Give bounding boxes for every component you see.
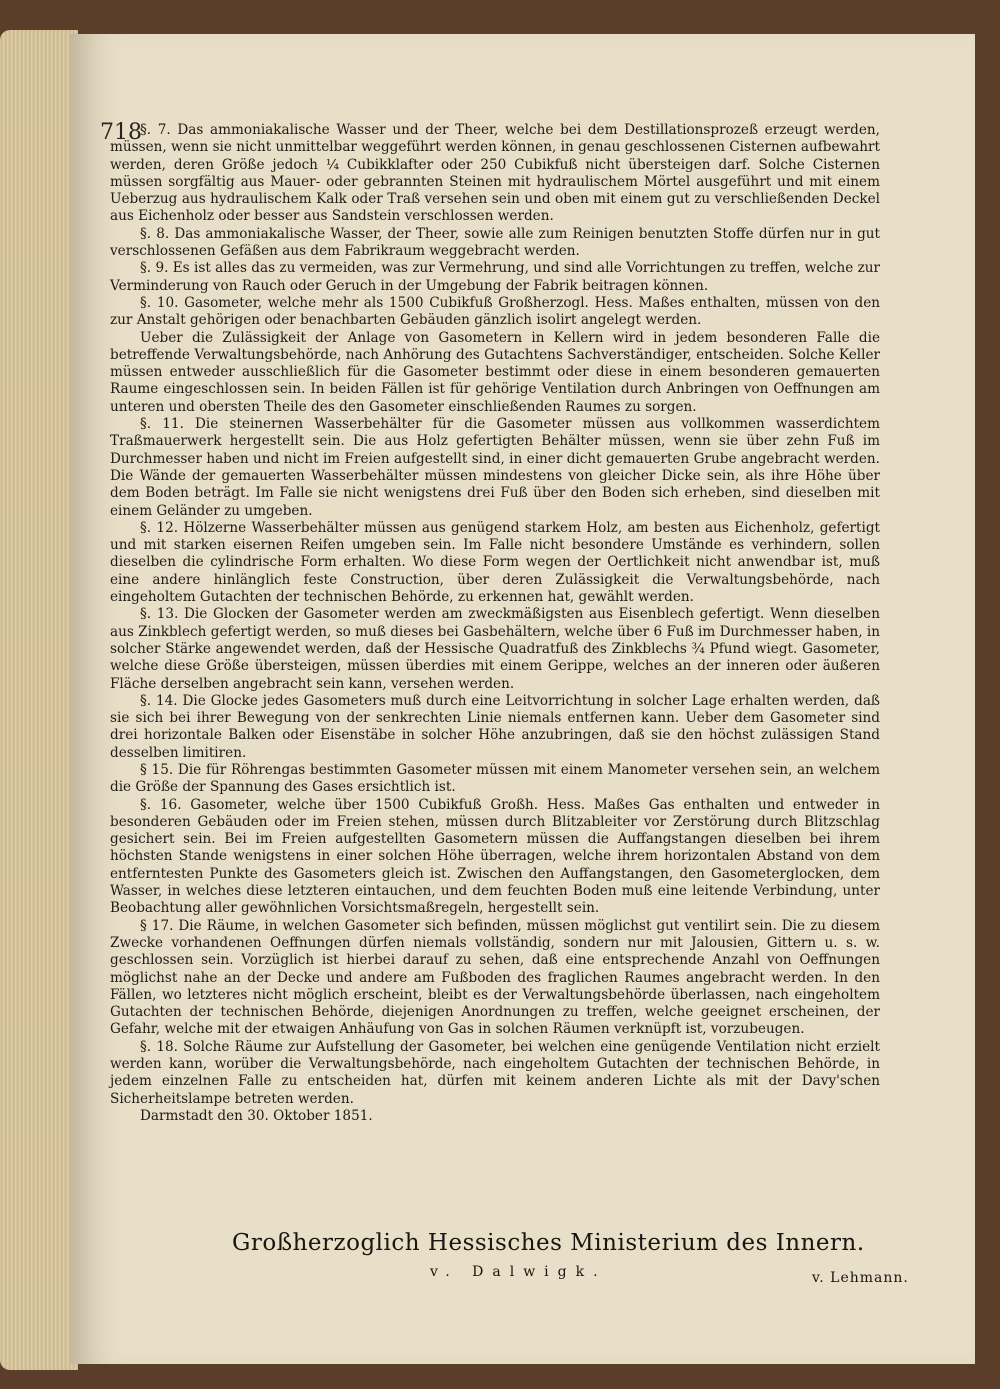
body-text <box>110 122 880 1125</box>
paragraph-15: § 15. Die für Röhrengas bestimmten Gasometer müssen mit einem Manometer versehen sein, an welchem die Größe der Spannung des Gases ersichtlich ist. <box>110 761 880 796</box>
document-page <box>70 34 975 1364</box>
paragraph-7: §. 7. Das ammoniakalische Wasser und der Theer, welche bei dem Destillationsprozeß erzeugt werden, müssen, wenn sie nicht unmittelbar weggeführt werden können, in genau geschlossenen Cisternen aufbewahrt werden, deren Größe jedoch ¼ Cubikklafter oder 250 Cubikfuß nicht übersteigen darf. Solche Cisternen müssen sorgfältig aus Mauer- oder gebrannten Steinen mit hydraulischem Mörtel ausgeführt und mit einem Ueberzug aus hydraulischem Kalk oder Traß versehen sein und oben mit einem gut zu verschließenden Deckel aus Eichenholz oder besser aus Sandstein verschlossen werden. <box>110 122 880 225</box>
paragraph-14: §. 14. Die Glocke jedes Gasometers muß durch eine Leitvorrichtung in solcher Lage erhalten werden, daß sie sich bei ihrer Bewegung von der senkrechten Linie niemals entfernen kann. Ueber dem Gasometer sind drei horizontale Balken oder Eisenstäbe in solcher Höhe anzubringen, daß sie den höchst zulässigen Stand desselben limitiren. <box>110 692 880 761</box>
paragraph-10: §. 10. Gasometer, welche mehr als 1500 Cubikfuß Großherzogl. Hess. Maßes enthalten, müssen von den zur Anstalt gehörigen oder benachbarten Gebäuden gänzlich isolirt angelegt werden. <box>110 294 880 329</box>
ministry-heading: Großherzoglich Hessisches Ministerium des Innern. <box>232 1230 865 1256</box>
paragraph-17: § 17. Die Räume, in welchen Gasometer sich befinden, müssen möglichst gut ventilirt sein. Die zu diesem Zwecke vorhandenen Oeffnungen dürfen niemals vollständig, sondern nur mit Jalousien, Gittern u. s. w. geschlossen sein. Vorzüglich ist hierbei darauf zu sehen, daß eine entsprechende Anzahl von Oeffnungen möglichst nahe an der Decke und andere am Fußboden des fraglichen Raumes angebracht werden. In den Fällen, wo letzteres nicht möglich erscheint, bleibt es der Verwaltungsbehörde überlassen, nach eingeholtem Gutachten der technischen Behörde, diejenigen Anordnungen zu treffen, welche geeignet erscheinen, der Gefahr, welche mit der etwaigen Anhäufung von Gas in solchen Räumen verknüpft ist, vorzubeugen. <box>110 917 880 1038</box>
paragraph-18: §. 18. Solche Räume zur Aufstellung der Gasometer, bei welchen eine genügende Ventilation nicht erzielt werden kann, worüber die Verwaltungsbehörde, nach eingeholtem Gutachten der technischen Behörde, in jedem einzelnen Falle zu entscheiden hat, dürfen mit keinem anderen Lichte als mit der Davy'schen Sicherheitslampe betreten werden. <box>110 1038 880 1107</box>
paragraph-10-cont: Ueber die Zulässigkeit der Anlage von Gasometern in Kellern wird in jedem besonderen Falle die betreffende Verwaltungsbehörde, nach Anhörung des Gutachtens Sachverständiger, entscheiden. Solche Keller müssen entweder ausschließlich für die Gasometer bestimmt oder diese in einem besonderen gemauerten Raume eingeschlossen sein. In beiden Fällen ist für gehörige Ventilation durch Anbringen von Oeffnungen am unteren und obersten Theile des den Gasometer einschließenden Raumes zu sorgen. <box>110 329 880 415</box>
book-page-edges <box>0 30 78 1370</box>
paragraph-13: §. 13. Die Glocken der Gasometer werden am zweckmäßigsten aus Eisenblech gefertigt. Wenn dieselben aus Zinkblech gefertigt werden, so muß dieses bei Gasbehältern, welche über 6 Fuß im Durchmesser haben, in solcher Stärke angewendet werden, daß der Hessische Quadratfuß des Zinkblechs ¾ Pfund wiegt. Gasometer, welche diese Größe übersteigen, müssen überdies mit einem Gerippe, welches an der inneren oder äußeren Fläche derselben angebracht sein kann, versehen werden. <box>110 606 880 692</box>
paragraph-9: §. 9. Es ist alles das zu vermeiden, was zur Vermehrung, und sind alle Vorrichtungen zu treffen, welche zur Verminderung von Rauch oder Geruch in der Umgebung der Fabrik beitragen können. <box>110 260 880 294</box>
signer-lehmann: v. Lehmann. <box>812 1270 909 1286</box>
place-date: Darmstadt den 30. Oktober 1851. <box>140 1107 373 1124</box>
paragraph-8: §. 8. Das ammoniakalische Wasser, der Theer, sowie alle zum Reinigen benutzten Stoffe dürfen nur in gut verschlossenen Gefäßen aus dem Fabrikraum weggebracht werden. <box>110 225 880 260</box>
paragraph-12: §. 12. Hölzerne Wasserbehälter müssen aus genügend starkem Holz, am besten aus Eichenholz, gefertigt und mit starken eisernen Reifen umgeben sein. Im Falle nicht besondere Umstände es verhindern, sollen dieselben die cylindrische Form erhalten. Wo diese Form wegen der Oertlichkeit nicht anwendbar ist, muß eine andere hinlänglich feste Construction, über deren Zulässigkeit die Verwaltungsbehörde, nach eingeholtem Gutachten der technischen Behörde, zu erkennen hat, gewählt werden. <box>110 519 880 606</box>
paragraph-11: §. 11. Die steinernen Wasserbehälter für die Gasometer müssen aus vollkommen wasserdichtem Traßmauerwerk hergestellt sein. Die aus Holz gefertigten Behälter müssen, wenn sie über zehn Fuß im Durchmesser haben und nicht im Freien aufgestellt sind, in einer dicht gemauerten Grube angebracht werden. Die Wände der gemauerten Wasserbehälter müssen mindestens von gleicher Dicke sein, als ihre Höhe über dem Boden beträgt. Im Falle sie nicht wenigstens drei Fuß über den Boden sich erheben, sind dieselben mit einem Geländer zu umgeben. <box>110 416 880 519</box>
page-number: 718 <box>100 120 142 145</box>
paragraph-16: §. 16. Gasometer, welche über 1500 Cubikfuß Großh. Hess. Maßes Gas enthalten und entweder in besonderen Gebäuden oder im Freien stehen, müssen durch Blitzableiter vor Zerstörung durch Blitzschlag gesichert sein. Bei im Freien aufgestellten Gasometern müssen die Auffangstangen dieselben bei ihrem höchsten Stande wenigstens in einer solchen Höhe überragen, welche ihrem horizontalen Abstand von dem entferntesten Punkte des Gasometers gleich ist. Zwischen den Auffangstangen, den Gasometerglocken, dem Wasser, in welches diese letzteren eintauchen, und dem feuchten Boden muß eine leitende Verbindung, unter Beobachtung aller gewöhnlichen Vorsichtsmaßregeln, hergestellt sein. <box>110 796 880 917</box>
signer-dalwigk: v. Dalwigk. <box>430 1264 607 1280</box>
